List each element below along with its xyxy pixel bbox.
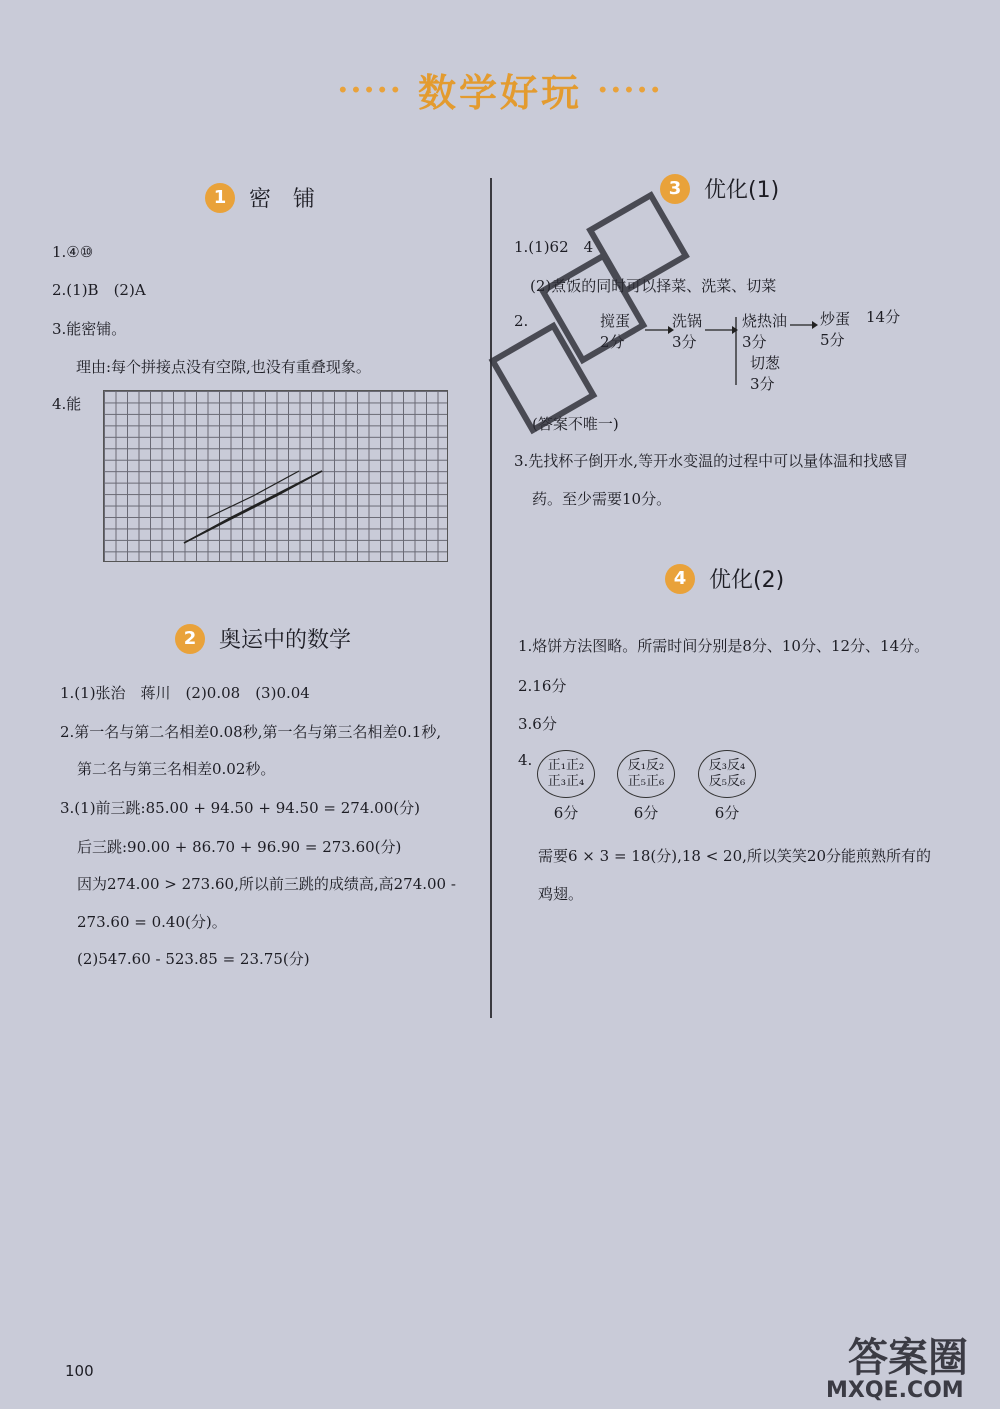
pan-round-3: 反₃反₄ 反₅反₆ 6分	[698, 750, 756, 823]
flow-node-fry-egg: 炒蛋 5分	[820, 310, 851, 349]
answer-line: (2)煮饭的同时可以择菜、洗菜、切菜	[530, 277, 777, 295]
flow-node-wash-wok: 洗锅 3分	[672, 312, 703, 351]
answer-line: 后三跳:90.00 + 86.70 + 96.90 = 273.60(分)	[77, 838, 402, 856]
pan-round-1: 正₁正₂ 正₃正₄ 6分	[537, 750, 595, 823]
section-title: 密 铺	[249, 187, 316, 212]
section-2-heading	[175, 623, 351, 654]
section-title: 优化(2)	[709, 568, 785, 593]
answer-line: 3.能密铺。	[52, 320, 127, 338]
answer-line: 2.	[514, 312, 529, 330]
flow-node-heat-oil: 烧热油 3分	[742, 312, 788, 351]
tiling-parallelogram-figure	[104, 391, 449, 563]
answer-line: 需要6 × 3 = 18(分),18 < 20,所以笑笑20分能煎熟所有的	[538, 847, 931, 865]
answer-line: 2.16分	[518, 677, 567, 695]
answer-line: 第二名与第三名相差0.02秒。	[77, 760, 276, 778]
answer-line: 2.第一名与第二名相差0.08秒,第一名与第三名相差0.1秒,	[60, 723, 442, 741]
pan-round-2: 反₁反₂ 正₅正₆ 6分	[617, 750, 675, 823]
section-number-icon: 1	[205, 183, 235, 213]
answer-line: 1.(1)62 4	[514, 238, 594, 256]
answer-line: 4.	[518, 751, 533, 769]
flow-node-stir-egg: 搅蛋 2分	[600, 312, 631, 351]
section-number-icon: 3	[660, 174, 690, 204]
answer-line: 1.烙饼方法图略。所需时间分别是8分、10分、12分、14分。	[518, 637, 930, 655]
answer-line: (答案不唯一)	[532, 415, 619, 433]
section-title: 优化(1)	[704, 178, 780, 203]
answer-line: (2)547.60 - 523.85 = 23.75(分)	[77, 950, 310, 968]
answer-line: 273.60 = 0.40(分)。	[77, 913, 227, 931]
answer-line: 理由:每个拼接点没有空隙,也没有重叠现象。	[76, 358, 371, 376]
answer-line: 1.④⑩	[52, 243, 94, 261]
page-number: 100	[65, 1362, 94, 1380]
stamp-watermark-graphic	[478, 188, 704, 440]
site-watermark-logo: 答案圈	[848, 1335, 968, 1381]
section-1-heading	[205, 182, 315, 213]
section-4-heading	[665, 563, 784, 594]
section-title: 奥运中的数学	[219, 628, 352, 653]
answer-line: 3.(1)前三跳:85.00 + 94.50 + 94.50 = 274.00(分)	[60, 799, 420, 817]
answer-line: 3.先找杯子倒开水,等开水变温的过程中可以量体温和找感冒	[514, 452, 909, 470]
answer-line: 4.能	[52, 395, 82, 413]
answer-line: 药。至少需要10分。	[532, 490, 672, 508]
title-dots-left: ·····	[337, 70, 403, 109]
answer-line: 鸡翅。	[538, 885, 584, 903]
title-text: 数学好玩	[417, 71, 582, 115]
answer-line: 3.6分	[518, 715, 557, 733]
flow-node-chop-onion: 切葱 3分	[750, 354, 781, 393]
answer-line: 2.(1)B (2)A	[52, 281, 146, 299]
answer-line: 1.(1)张治 蒋川 (2)0.08 (3)0.04	[60, 684, 310, 702]
site-watermark-url: MXQE.COM	[826, 1378, 964, 1403]
answer-line: 因为274.00 > 273.60,所以前三跳的成绩高,高274.00 -	[77, 875, 456, 893]
section-number-icon: 2	[175, 624, 205, 654]
flow-total-time: 14分	[866, 308, 901, 326]
tiling-grid	[103, 390, 448, 562]
page-title	[0, 62, 1000, 117]
title-dots-right: ·····	[597, 70, 663, 109]
section-number-icon: 4	[665, 564, 695, 594]
